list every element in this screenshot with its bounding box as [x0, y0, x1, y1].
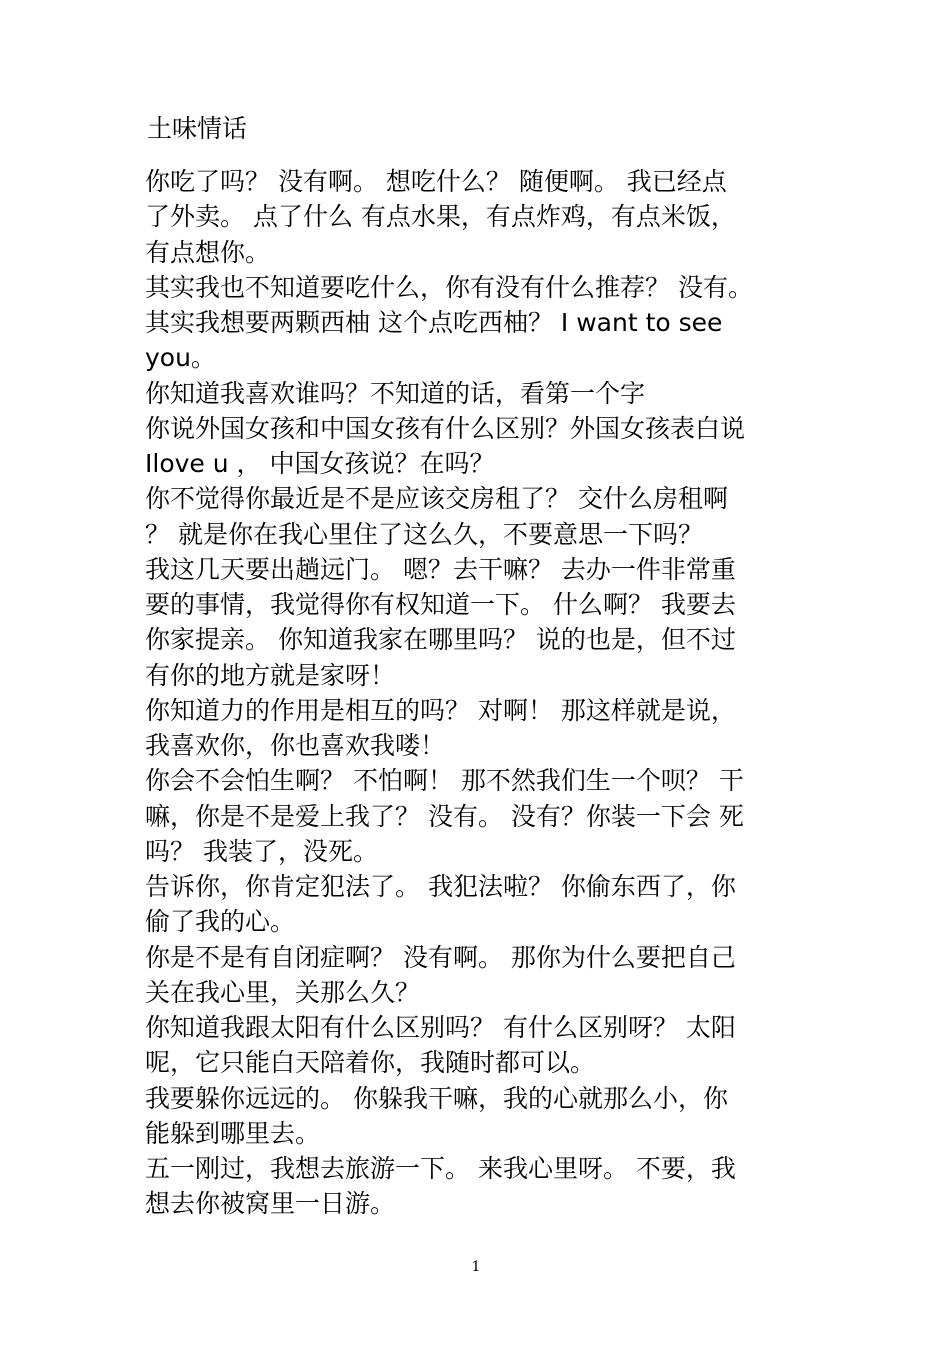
text-line: 你不觉得你最近是不是应该交房租了？ 交什么房租啊	[145, 484, 728, 514]
text-line: you。	[145, 343, 216, 373]
text-line: 五一刚过，我想去旅游一下。 来我心里呀。 不要，我	[145, 1154, 736, 1183]
text-line: 嘛，你是不是爱上我了？ 没有。 没有？你装一下会 死	[145, 801, 744, 831]
text-line: 我要躲你远远的。 你躲我干嘛，我的心就那么小，你	[145, 1083, 728, 1113]
text-line: 了外卖。 点了什么 有点水果，有点炸鸡，有点米饭，	[145, 202, 736, 232]
text-line: Ilove u ， 中国女孩说？在吗？	[145, 449, 495, 478]
text-line: 你是不是有自闭症啊？ 没有啊。 那你为什么要把自己	[145, 942, 736, 972]
text-line: 你说外国女孩和中国女孩有什么区别？外国女孩表白说	[145, 413, 746, 443]
text-line: 偷了我的心。	[145, 907, 296, 937]
text-line: 告诉你，你肯定犯法了。 我犯法啦？ 你偷东西了，你	[145, 872, 736, 901]
text-line: 你会不会怕生啊？ 不怕啊！ 那不然我们生一个呗？ 干	[145, 766, 744, 796]
text-line: 你吃了吗？ 没有啊。 想吃什么？ 随便啊。 我已经点	[145, 167, 727, 196]
text-line: 关在我心里，关那么久？	[145, 977, 421, 1007]
text-line: 你知道我喜欢谁吗？不知道的话，看第一个字	[145, 378, 646, 408]
text-line: 有你的地方就是家呀！	[145, 660, 396, 690]
text-line: 想去你被窝里一日游。	[145, 1189, 396, 1219]
text-line: 呢，它只能白天陪着你，我随时都可以。	[145, 1048, 596, 1078]
text-line: 你知道力的作用是相互的吗？ 对啊！ 那这样就是说，	[145, 695, 736, 725]
document-body	[145, 164, 845, 1222]
text-line: 其实我想要两颗西柚 这个点吃西柚？ I want to see	[145, 308, 723, 337]
text-line: 其实我也不知道要吃什么，你有没有什么推荐？ 没有。	[145, 272, 753, 302]
text-line: 要的事情，我觉得你有权知道一下。 什么啊？ 我要去	[145, 590, 736, 619]
document-title: 土味情话	[147, 114, 248, 143]
page-number: 1	[471, 1259, 481, 1275]
text-line: 能躲到哪里去。	[145, 1118, 321, 1148]
text-line: 你知道我跟太阳有什么区别吗？ 有什么区别呀？ 太阳	[145, 1013, 736, 1042]
text-line: 你家提亲。 你知道我家在哪里吗？ 说的也是，但不过	[145, 625, 736, 655]
text-line: 我喜欢你，你也喜欢我喽！	[145, 731, 446, 760]
text-line: 我这几天要出趟远门。 嗯？去干嘛？ 去办一件非常重	[145, 554, 736, 584]
text-line: ？ 就是你在我心里住了这么久，不要意思一下吗？	[145, 519, 703, 549]
text-line: 吗？ 我装了，没死。	[145, 836, 378, 866]
text-line: 有点想你。	[145, 237, 271, 267]
